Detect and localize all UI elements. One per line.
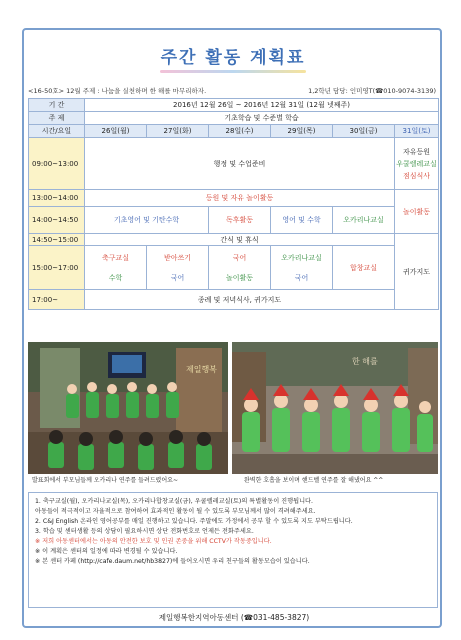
- center-phone: (☎031-485-3827): [240, 613, 310, 622]
- week-info: <16-50호> 12월 주제 : 나눔을 실천하며 한 해를 마무리하자.: [28, 87, 207, 95]
- teacher-contact: 1,2학년 담당: 인미영T(☎010-9074-3139): [308, 87, 436, 95]
- period-label: 기 간: [29, 99, 85, 112]
- notice-line: 3. 학습 및 센터생활 등의 상담이 필요하시면 상단 전화번호로 언제든 전화주세요.: [35, 528, 254, 535]
- page-title: 주간 활동 계획표: [160, 48, 306, 68]
- title-underline: [160, 70, 306, 73]
- sat-free-arrival: 자유등원: [402, 147, 431, 156]
- footer: [24, 612, 444, 623]
- notice-line: 2. C&J English 온라인 영어공부를 매일 진행하고 있습니다. 주말에도 가정에서 공부 할 수 있도록 지도 부탁드립니다.: [35, 518, 353, 525]
- time-slot: 09:00~13:00: [29, 138, 85, 190]
- sat-lunch: 점심식사: [402, 171, 431, 180]
- sat-home: 귀가지도: [395, 234, 439, 310]
- notice-line: 아동들이 적극적이고 자율적으로 참여하여 효과적인 활동이 될 수 있도록 부모님께서 많이 격려해주세요.: [35, 508, 316, 515]
- mon-afternoon-cell: [85, 246, 147, 290]
- activity-item: 오카리나교실: [281, 253, 322, 262]
- period-value: 2016년 12월 26일 ~ 2016년 12월 31일 (12월 넷째주): [85, 99, 439, 112]
- center-name: 제일행복한지역아동센터: [158, 613, 239, 622]
- notice-line: ※ 이 계획은 센터의 일정에 따라 변경될 수 있습니다.: [35, 548, 178, 555]
- admin-cell: 행정 및 수업준비: [85, 138, 395, 190]
- activity-item: 수학: [108, 273, 123, 282]
- activity-item: 국어: [170, 273, 185, 282]
- day-header-saturday: 31일(토): [395, 125, 439, 138]
- activity-plan-sheet: [22, 28, 442, 628]
- snack-cell: 간식 및 휴식: [85, 234, 395, 246]
- day-header: 26일(월): [85, 125, 147, 138]
- schedule-table: [28, 98, 439, 310]
- photo-caption-left: 발표회에서 부모님들께 오카리나 연주를 들려드렸어요~: [32, 477, 178, 484]
- activity-cell: 기초영어 및 기탄수학: [85, 207, 209, 234]
- notice-line: 1. 축구교실(월), 오카리나교실(목), 오카리나합창교실(금), 우쿨렐레교실(토)의 특별활동이 진행됩니다.: [35, 498, 313, 505]
- day-header: 27일(화): [147, 125, 209, 138]
- sat-ukulele: 우쿨렐레교실: [396, 159, 437, 168]
- activity-cell: 오카리나교실: [333, 207, 395, 234]
- photo-section: [28, 342, 438, 490]
- saturday-morning-cell: [395, 138, 439, 190]
- activity-item: 국어: [232, 253, 247, 262]
- time-day-label: 시간/요일: [29, 125, 85, 138]
- notice-line: ※ 본 센터 카페 (http://cafe.daum.net/hb3827)에 들어오시면 우리 친구들의 활동모습이 있습니다.: [35, 558, 310, 565]
- handbell-performance-photo: [232, 342, 438, 474]
- ocarina-performance-photo: [28, 342, 228, 474]
- day-header: 28일(수): [209, 125, 271, 138]
- activity-item: 축구교실: [101, 253, 130, 262]
- day-header: 29일(목): [271, 125, 333, 138]
- day-header: 30일(금): [333, 125, 395, 138]
- notice-line: ※ 저희 아동센터에서는 아동의 안전한 보호 및 인권 존중을 위해 CCTV가 작동중입니다.: [35, 538, 272, 545]
- activity-cell: 독후활동: [209, 207, 271, 234]
- theme-value: 기초학습 및 수준별 학습: [85, 112, 439, 125]
- photo-caption-right: 완벽한 호흡을 보이며 핸드벨 연주를 잘 해냈어요 ^^: [244, 477, 384, 484]
- tue-afternoon-cell: [147, 246, 209, 290]
- activity-cell: 영어 및 수학: [271, 207, 333, 234]
- dismissal-cell: 종례 및 저녁식사, 귀가지도: [85, 290, 395, 310]
- time-slot: 15:00~17:00: [29, 246, 85, 290]
- arrival-play-cell: 등원 및 자유 놀이활동: [85, 190, 395, 207]
- title-block: [150, 43, 316, 73]
- banner-text: 한 해를: [352, 357, 378, 366]
- banner-text: 제일행복: [186, 365, 217, 374]
- activity-item: 받아쓰기: [163, 253, 192, 262]
- time-slot: 17:00~: [29, 290, 85, 310]
- wed-afternoon-cell: [209, 246, 271, 290]
- theme-label: 주 제: [29, 112, 85, 125]
- time-slot: 14:00~14:50: [29, 207, 85, 234]
- time-slot: 13:00~14:00: [29, 190, 85, 207]
- activity-item: 놀이활동: [225, 273, 254, 282]
- activity-item: 국어: [294, 273, 309, 282]
- thu-afternoon-cell: [271, 246, 333, 290]
- sat-play: 놀이활동: [395, 190, 439, 234]
- notice-box: [28, 492, 438, 608]
- fri-choir-cell: 합창교실: [333, 246, 395, 290]
- time-slot: 14:50~15:00: [29, 234, 85, 246]
